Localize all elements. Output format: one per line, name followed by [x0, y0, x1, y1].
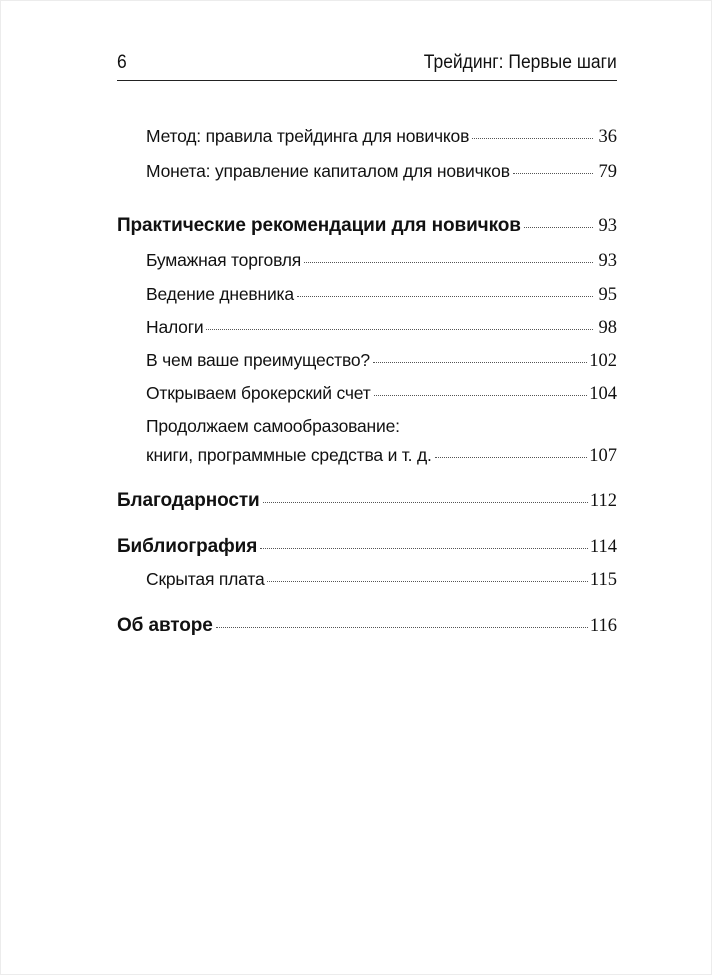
toc-entry-title: Бумажная торговля: [146, 250, 302, 270]
toc-section-title: Практические рекомендации для новичков: [117, 215, 521, 236]
dot-leader: [513, 173, 593, 174]
dot-leader: [267, 581, 587, 582]
toc-entry-page: 114: [589, 537, 617, 557]
toc-entry[interactable]: [117, 317, 617, 339]
dot-leader: [260, 548, 588, 549]
toc-section-title: Библиография: [117, 536, 258, 557]
toc-entry-page: 115: [589, 570, 617, 590]
toc-entry-page: 102: [589, 351, 617, 371]
toc-entry[interactable]: [117, 161, 617, 183]
dot-leader: [435, 457, 588, 458]
dot-leader: [524, 227, 593, 228]
running-header: [117, 49, 617, 81]
dot-leader: [472, 138, 593, 139]
toc-entry-page: 98: [598, 318, 617, 338]
toc-entry-page: 107: [589, 446, 617, 466]
toc-entry-title: Налоги: [146, 317, 204, 337]
toc-entry-title: Ведение дневника: [146, 284, 294, 304]
toc-entry[interactable]: [117, 383, 617, 405]
toc-entry-page: 95: [598, 285, 617, 305]
toc-section-title: Об авторе: [117, 615, 213, 636]
toc-entry[interactable]: [117, 284, 617, 306]
toc-entry-page: 93: [598, 216, 617, 236]
toc-section-title: Благодарности: [117, 490, 260, 511]
toc-section-entry[interactable]: [117, 536, 617, 558]
toc-entry-title: книги, программные средства и т. д.: [146, 445, 432, 465]
toc-entry-page: 36: [598, 127, 617, 147]
dot-leader: [373, 362, 587, 363]
dot-leader: [206, 329, 593, 330]
toc-entry-title-line1: Продолжаем самообразование:: [146, 416, 400, 436]
running-title: Трейдинг: Первые шаги: [424, 52, 617, 73]
dot-leader: [297, 296, 593, 297]
toc-section-entry[interactable]: [117, 615, 617, 637]
dot-leader: [263, 502, 588, 503]
toc-entry-page: 79: [598, 162, 617, 182]
toc-entry-title: В чем ваше преимущество?: [146, 350, 370, 370]
toc-entry[interactable]: [117, 445, 617, 467]
toc-entry[interactable]: [117, 126, 617, 148]
page-number: 6: [117, 52, 127, 73]
toc-entry-title: Монета: управление капиталом для новичков: [146, 161, 510, 181]
toc-entry[interactable]: [117, 350, 617, 372]
toc-entry-page: 116: [589, 616, 617, 636]
toc-entry-title: Открываем брокерский счет: [146, 383, 371, 403]
dot-leader: [304, 262, 593, 263]
toc-section-entry[interactable]: [117, 490, 617, 512]
toc-entry-page: 112: [589, 491, 617, 511]
toc-section-entry[interactable]: [117, 215, 617, 237]
toc-entry-page: 104: [589, 384, 617, 404]
dot-leader: [216, 627, 588, 628]
toc-entry-page: 93: [598, 251, 617, 271]
toc-entry-title: Метод: правила трейдинга для новичков: [146, 126, 470, 146]
dot-leader: [374, 395, 588, 396]
toc-entry[interactable]: [117, 250, 617, 272]
toc-entry-title: Скрытая плата: [146, 569, 265, 589]
toc-entry[interactable]: [117, 569, 617, 591]
